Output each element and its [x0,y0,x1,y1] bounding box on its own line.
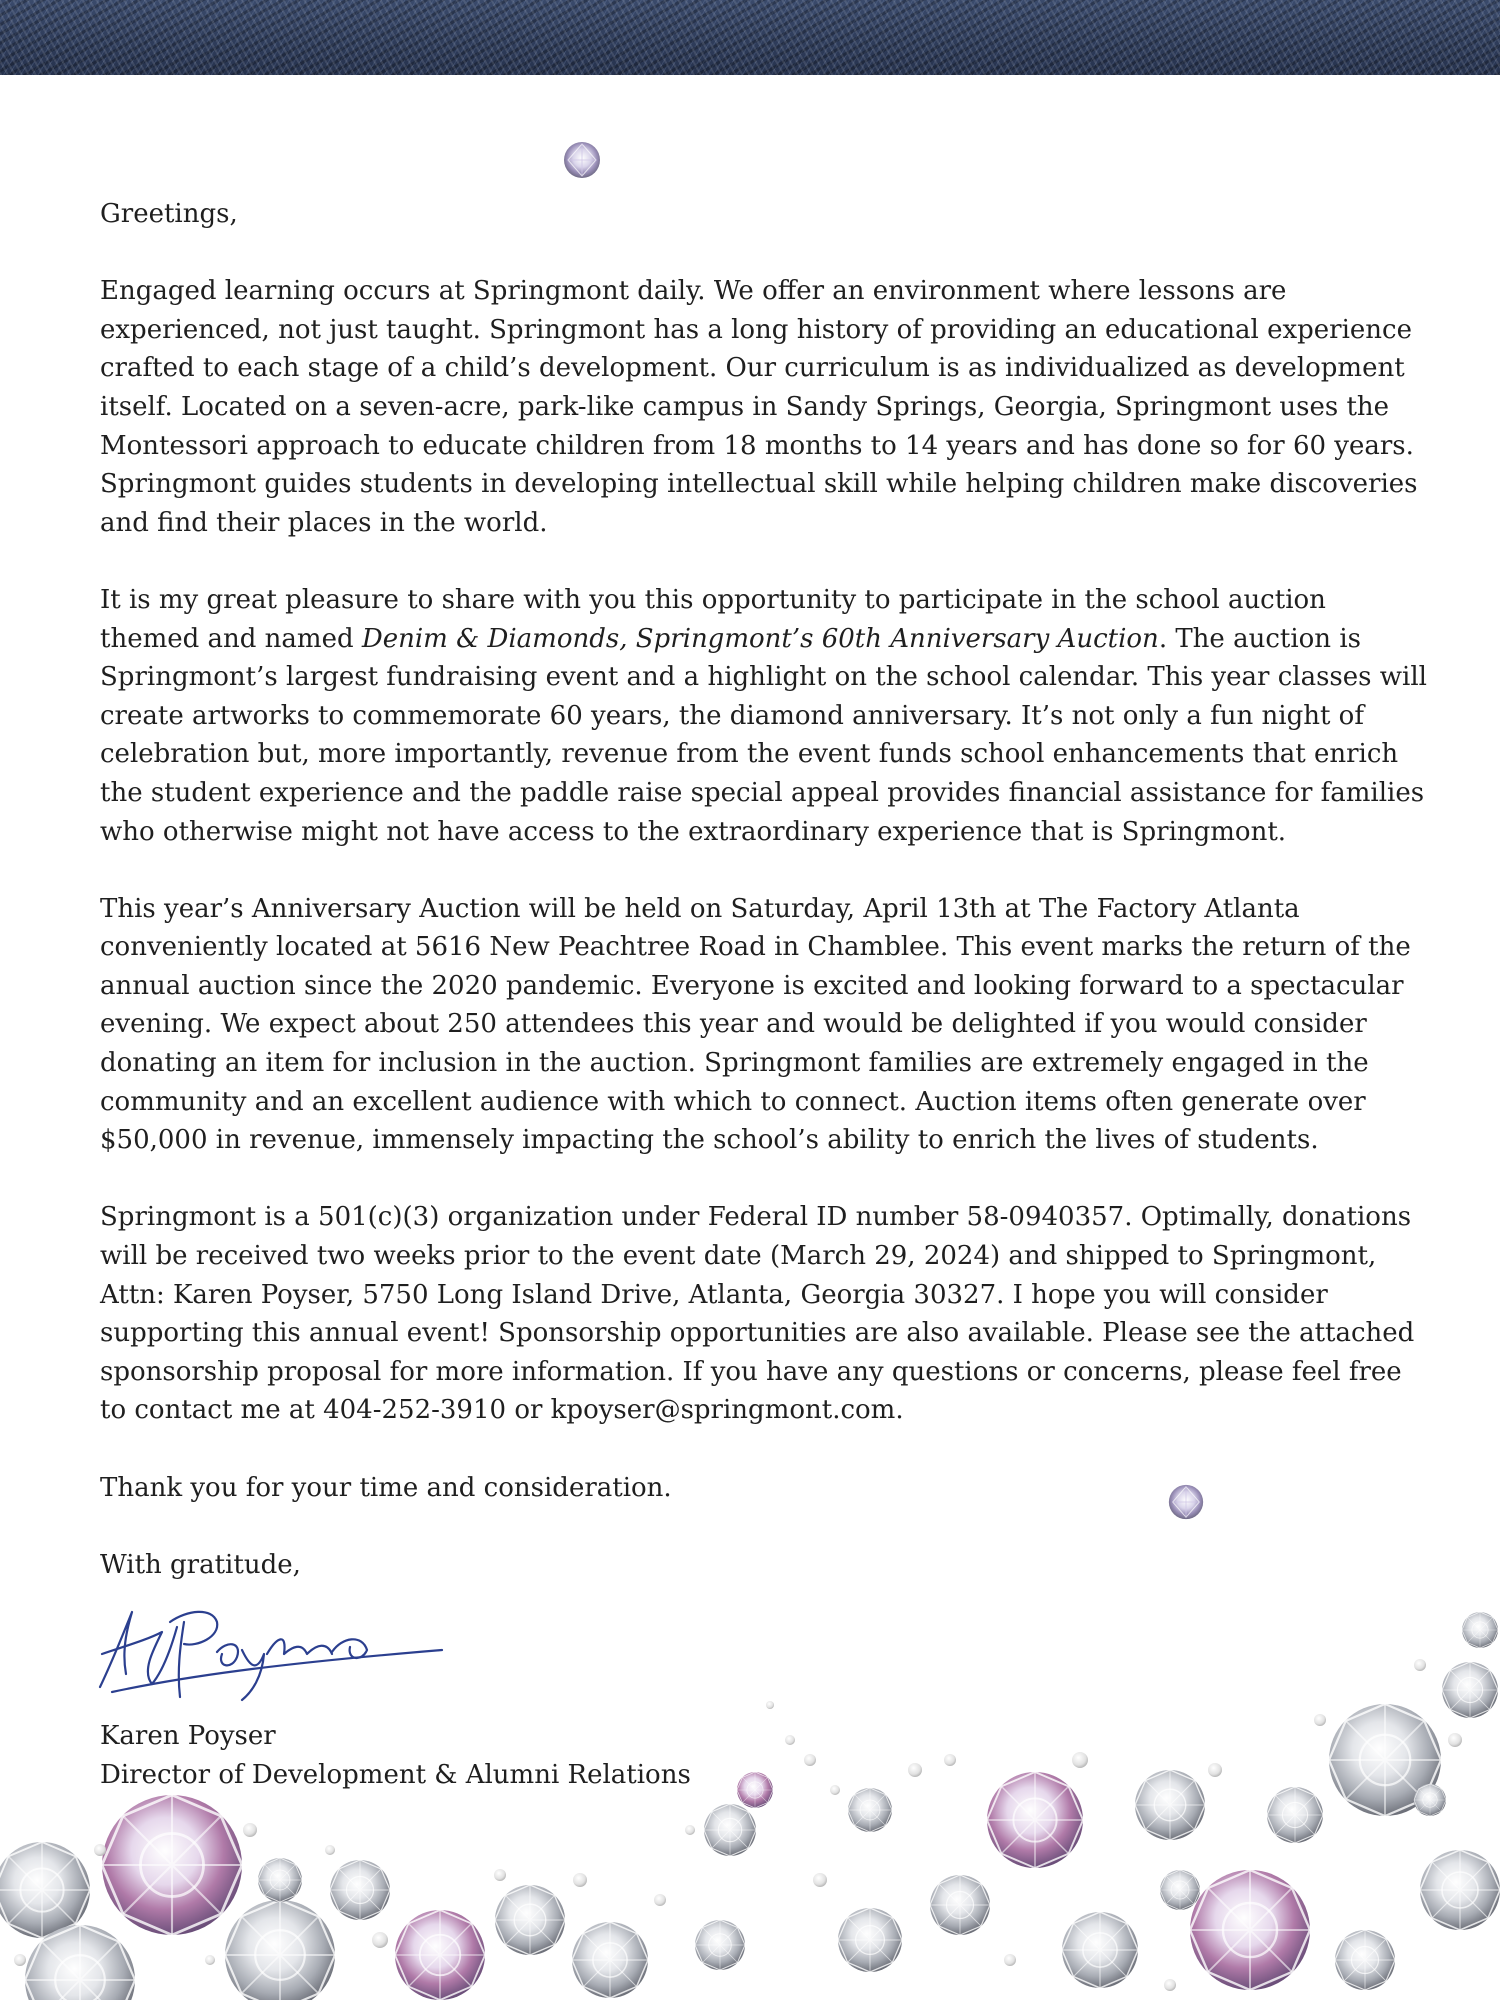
paragraph-donation-info: Springmont is a 501(c)(3) organization under Federal ID number 58-0940357. Optimally, donations will be received two weeks prior to the event date (March 29, 2024) and shipped to Springmont, Attn: Karen Poyser, 5750 Long Island Drive, Atlanta, Georgia 30327. I hope you will consider supporting this annual event! Sponsorship opportunities are also available. Please see the attached sponsorship proposal for more information. If you have any questions or concerns, please feel free to contact me at 404-252-3910 or kpoyser@springmont.com. [100,1202,1415,1426]
paragraph-event-details: This year’s Anniversary Auction will be held on Saturday, April 13th at The Factory Atlanta conveniently located at 5616 New Peachtree Road in Chamblee. This event marks the return of the annual auction since the 2020 pandemic. Everyone is excited and looking forward to a spectacular evening. We expect about 250 attendees this year and would be delighted if you would consider donating an item for inclusion in the auction. Springmont families are extremely engaged in the community and an excellent audience with which to connect. Auction items often generate over $50,000 in revenue, immensely impacting the school’s ability to enrich the lives of students. [100,893,1411,1156]
diamond-icon [561,139,603,181]
paragraph-auction [100,581,1430,851]
signer-title: Director of Development & Alumni Relations [100,1759,691,1790]
greeting: Greetings, [100,199,238,229]
diamond-icon [1166,1482,1206,1522]
auction-name: Denim & Diamonds, Springmont’s 60th Anniversary Auction [361,623,1159,654]
paragraph-auction-start: It is my great pleasure to share with you this opportunity to participate in the school auction themed and named [100,584,1326,654]
thank-you-line: Thank you for your time and consideration. [100,1472,672,1503]
sign-off: With gratitude, [100,1549,301,1580]
signer-name: Karen Poyser [100,1721,276,1751]
paragraph-intro: Engaged learning occurs at Springmont daily. We offer an environment where lessons are experienced, not just taught. Springmont has a long history of providing an educational experience crafted to each stage of a child’s development. Our curriculum is as individualized as development itself. Located on a seven-acre, park-like campus in Sandy Springs, Georgia, Springmont uses the Montessori approach to educate children from 18 months to 14 years and has done so for 60 years. Springmont guides students in developing intellectual skill while helping children make discoveries and find their places in the world. [100,276,1418,538]
letter-body [100,195,1430,1584]
denim-header-band [0,0,1500,75]
diamond-border-decoration [0,1590,1500,2000]
paragraph-auction-end: . The auction is Springmont’s largest fundraising event and a highlight on the school calendar. This year classes will create artworks to commemorate 60 years, the diamond anniversary. It’s not only a fun night of celebration but, more importantly, revenue from the event funds school enhancements that enrich the student experience and the paddle raise special appeal provides financial assistance for families who otherwise might not have access to the extraordinary experience that is Springmont. [100,623,1427,847]
diamond-cluster [0,1612,1500,2000]
